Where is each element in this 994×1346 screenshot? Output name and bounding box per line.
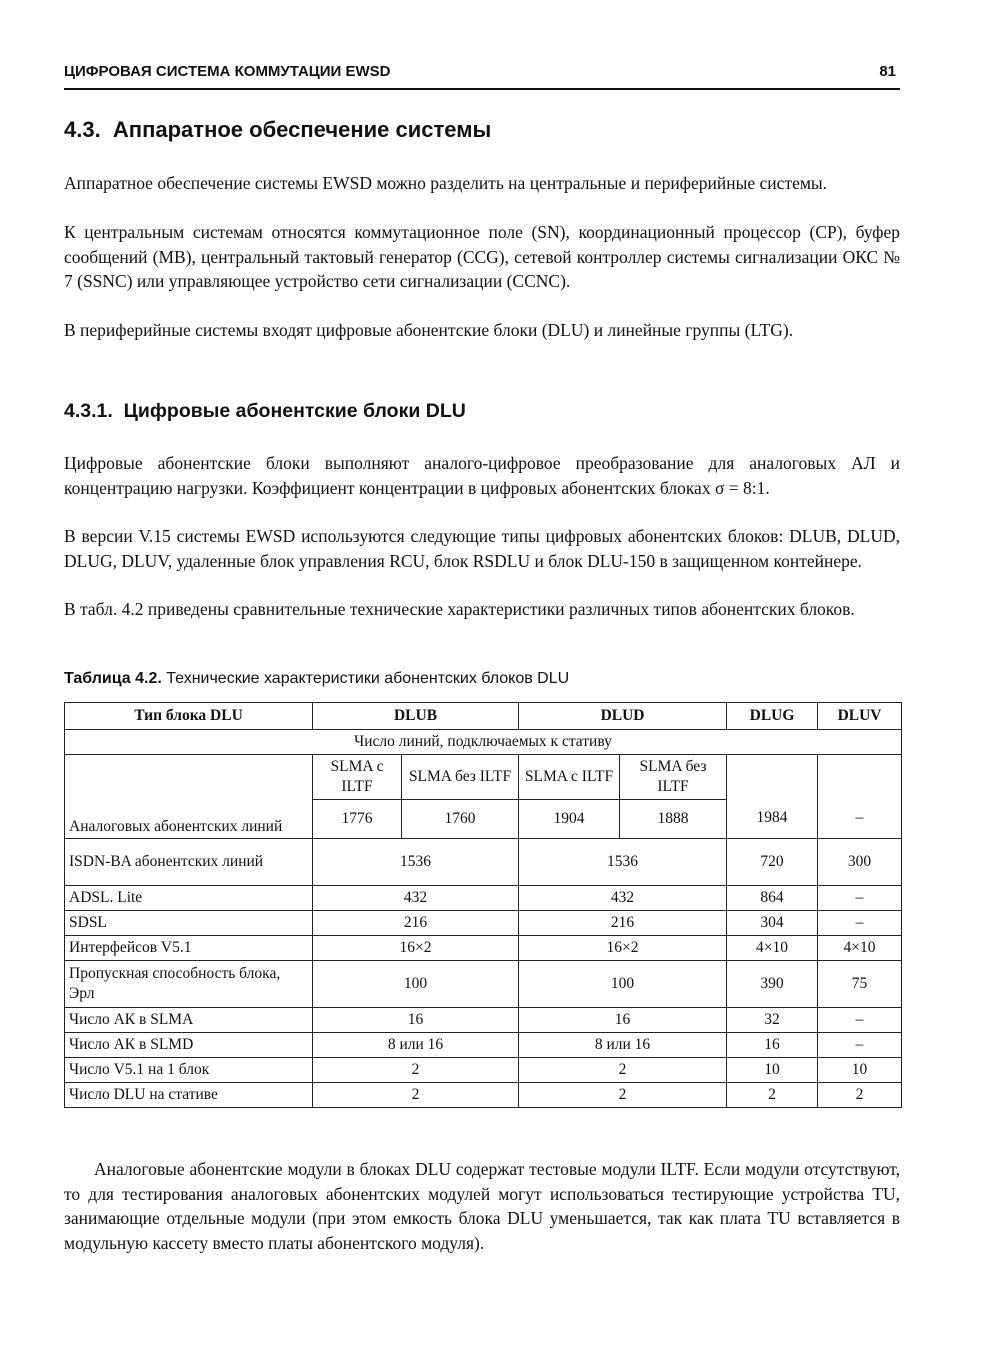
cell-dlub: 2 (313, 1083, 519, 1108)
cell-dlud: 100 (519, 961, 727, 1008)
cell-dlud: 16 (519, 1008, 727, 1033)
table-row (65, 1058, 902, 1083)
header-dlud: DLUD (519, 703, 727, 730)
cell-dlud: 2 (519, 1083, 727, 1108)
header-dluv: DLUV (818, 703, 902, 730)
table-body-rows (65, 839, 902, 1108)
cell-dluv: 75 (818, 961, 902, 1008)
table-caption (64, 670, 900, 688)
table-header-row (65, 703, 902, 730)
header-type: Тип блока DLU (65, 703, 313, 730)
cell-dlub: 216 (313, 911, 519, 936)
cell-dlud: 1536 (519, 839, 727, 886)
cell-dlub: 100 (313, 961, 519, 1008)
analog-lines-label: Аналоговых абонентских линий (65, 755, 313, 839)
analog-dluv: – (818, 755, 902, 839)
cell-dlug: 16 (727, 1033, 818, 1058)
subsection-heading: 4.3.1. Цифровые абонентские блоки DLU (64, 400, 466, 422)
row-label: SDSL (65, 911, 313, 936)
cell-dlub: 8 или 16 (313, 1033, 519, 1058)
cell-dlug: 2 (727, 1083, 818, 1108)
subheader-dlub-no-iltf: SLMA без ILTF (402, 755, 519, 800)
analog-dlug: 1984 (727, 755, 818, 839)
subheader-dlud-iltf: SLMA с ILTF (519, 755, 620, 800)
cell-dlub: 432 (313, 886, 519, 911)
table-row (65, 961, 902, 1008)
cell-dlug: 390 (727, 961, 818, 1008)
table-row (65, 1008, 902, 1033)
cell-dlud: 432 (519, 886, 727, 911)
analog-dlud-iltf: 1904 (519, 800, 620, 839)
cell-dlug: 4×10 (727, 936, 818, 961)
table-caption-label: Таблица 4.2. (64, 670, 162, 687)
cell-dlub: 16 (313, 1008, 519, 1033)
section-paragraph-2: К центральным системам относятся коммутационное поле (SN), координационный процессор (CP), буфер сообщений (MB), центральный тактовый генератор (CCG), сетевой контроллер системы сигнализации ОКС № 7 (SSNC) или управляющее устройство сети сигнализации (CCNC). (64, 222, 900, 292)
section-paragraph-1: Аппаратное обеспечение системы EWSD можно разделить на центральные и периферийные системы. (64, 173, 828, 193)
row-label: Число DLU на стативе (65, 1083, 313, 1108)
subsection-paragraph-2: В версии V.15 системы EWSD используются следующие типы цифровых абонентских блоков: DLUB, DLUD, DLUG, DLUV, удаленные блок управления RCU, блок RSDLU и блок DLU-150 в защищенном контейнере. (64, 526, 900, 571)
lines-per-rack-label: Число линий, подключаемых к стативу (65, 730, 902, 755)
cell-dlud: 16×2 (519, 936, 727, 961)
table-row (65, 1083, 902, 1108)
cell-dluv: – (818, 911, 902, 936)
cell-dluv: 300 (818, 839, 902, 886)
row-label: Число АК в SLMD (65, 1033, 313, 1058)
table-row (65, 936, 902, 961)
cell-dlud: 216 (519, 911, 727, 936)
row-label: Число АК в SLMA (65, 1008, 313, 1033)
cell-dluv: 4×10 (818, 936, 902, 961)
running-header (64, 60, 900, 90)
cell-dluv: – (818, 886, 902, 911)
table-span-row (65, 730, 902, 755)
page-number: 81 (879, 63, 896, 80)
subheader-dlub-iltf: SLMA с ILTF (313, 755, 402, 800)
header-dlug: DLUG (727, 703, 818, 730)
subheader-dlud-no-iltf: SLMA без ILTF (620, 755, 727, 800)
table-row (65, 1033, 902, 1058)
closing-paragraph: Аналоговые абонентские модули в блоках DLU содержат тестовые модули ILTF. Если модули отсутствуют, то для тестирования аналоговых абонентских модулей могут использоваться тестирующие устройства TU, занимающие отдельные модули (при этом емкость блока DLU уменьшается, так как плата TU вставляется в модульную кассету вместо платы абонентского модуля). (64, 1159, 900, 1253)
dlu-spec-table (64, 702, 902, 1108)
row-label: Интерфейсов V5.1 (65, 936, 313, 961)
row-label: ISDN-BA абонентских линий (65, 839, 313, 886)
cell-dluv: – (818, 1033, 902, 1058)
subsection-paragraph-3: В табл. 4.2 приведены сравнительные технические характеристики различных типов абонентских блоков. (64, 599, 855, 619)
table-caption-text: Технические характеристики абонентских блоков DLU (161, 670, 570, 687)
row-label: Число V5.1 на 1 блок (65, 1058, 313, 1083)
running-title: ЦИФРОВАЯ СИСТЕМА КОММУТАЦИИ EWSD (64, 63, 391, 80)
cell-dluv: 10 (818, 1058, 902, 1083)
cell-dlug: 720 (727, 839, 818, 886)
table-row (65, 911, 902, 936)
cell-dlug: 304 (727, 911, 818, 936)
table-row (65, 839, 902, 886)
cell-dlub: 1536 (313, 839, 519, 886)
cell-dlug: 32 (727, 1008, 818, 1033)
cell-dlub: 2 (313, 1058, 519, 1083)
table-subheader-row (65, 755, 902, 800)
row-label: ADSL. Lite (65, 886, 313, 911)
cell-dlub: 16×2 (313, 936, 519, 961)
cell-dlud: 8 или 16 (519, 1033, 727, 1058)
subsection-paragraph-1: Цифровые абонентские блоки выполняют аналого-цифровое преобразование для аналоговых АЛ и концентрацию нагрузки. Коэффициент концентрации в цифровых абонентских блоках σ = 8:1. (64, 453, 900, 498)
analog-dlub-no-iltf: 1760 (402, 800, 519, 839)
cell-dluv: – (818, 1008, 902, 1033)
row-label: Пропускная способность блока, Эрл (65, 961, 313, 1008)
header-dlub: DLUB (313, 703, 519, 730)
cell-dluv: 2 (818, 1083, 902, 1108)
analog-dlud-no-iltf: 1888 (620, 800, 727, 839)
cell-dlug: 864 (727, 886, 818, 911)
section-heading: 4.3. Аппаратное обеспечение системы (64, 117, 492, 142)
cell-dlug: 10 (727, 1058, 818, 1083)
cell-dlud: 2 (519, 1058, 727, 1083)
analog-dlub-iltf: 1776 (313, 800, 402, 839)
table-row (65, 886, 902, 911)
section-paragraph-3: В периферийные системы входят цифровые абонентские блоки (DLU) и линейные группы (LTG). (64, 320, 794, 340)
